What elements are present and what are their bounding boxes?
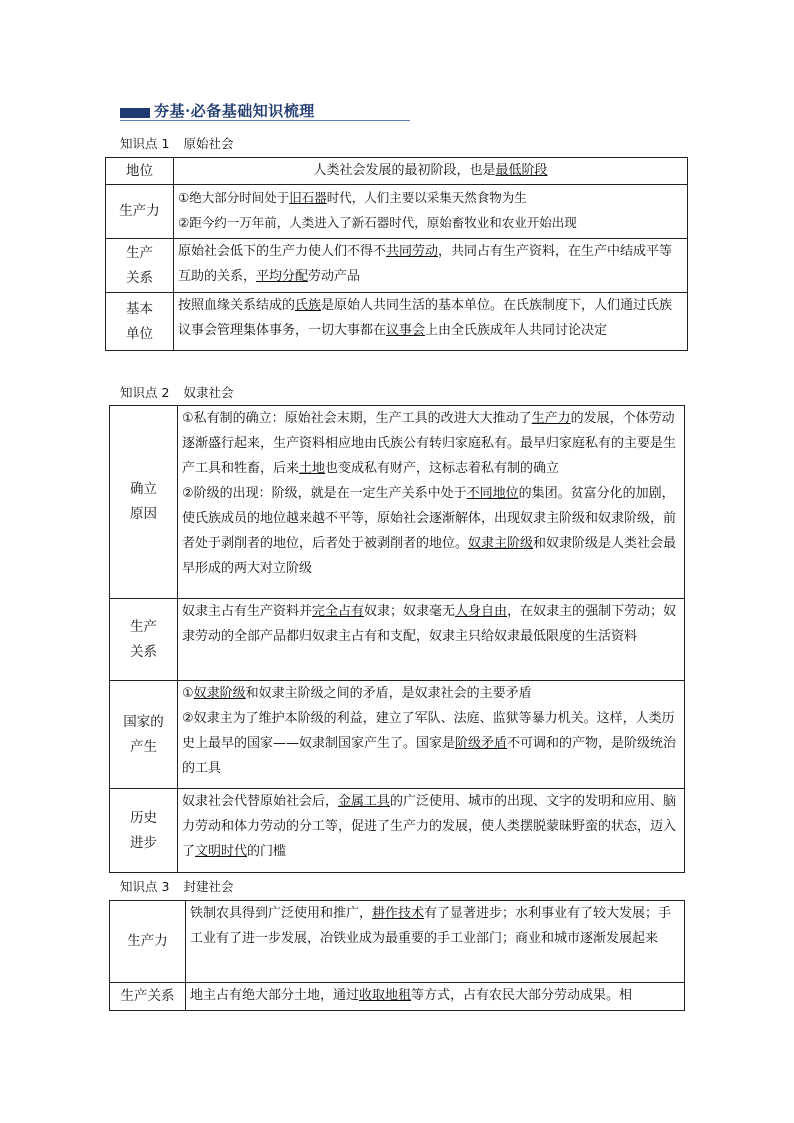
kp3-row-relations <box>110 983 685 1011</box>
section-title: 夯基·必备基础知识梳理 <box>154 102 315 120</box>
kp2-row-state <box>110 681 685 789</box>
banner-underline <box>120 120 410 121</box>
kp2-row-cause <box>110 406 685 599</box>
kp2-row-relations <box>110 599 685 681</box>
row-content: 铁制农具得到广泛使用和推广，耕作技术有了显著进步；水利事业有了较大发展；手工业有了进一步发展，冶铁业成为最重要的手工业部门；商业和城市逐渐发展起来 <box>186 901 685 983</box>
row-label: 生产 关系 <box>110 599 178 681</box>
row-label: 历史 进步 <box>110 789 178 873</box>
kp2-number: 知识点 2 <box>120 385 170 400</box>
section-banner <box>120 100 410 124</box>
row-label: 生产力 <box>106 185 174 239</box>
kp1-row-unit <box>106 293 688 351</box>
row-label: 生产关系 <box>110 983 186 1011</box>
kp2-title: 奴隶社会 <box>183 385 234 400</box>
row-content: ①私有制的确立：原始社会末期，生产工具的改进大大推动了生产力的发展，个体劳动逐渐盛行起来，生产资料相应地由氏族公有转归家庭私有。最早归家庭私有的主要是生产工具和牲畜，后来土地也变成私有财产，这标志着私有制的确立 ②阶级的出现：阶级，就是在一定生产关系中处于不同地位的集团。贫富分化的加剧，使氏族成员的地位越来越不平等，原始社会逐渐解体，出现奴隶主阶级和奴隶阶级，前者处于剥削者的地位，后者处于被剥削者的地位。奴隶主阶级和奴隶阶级是人类社会最早形成的两大对立阶级 <box>178 406 685 599</box>
kp3-table <box>109 900 685 1011</box>
row-content: 原始社会低下的生产力使人们不得不共同劳动，共同占有生产资料，在生产中结成平等互助的关系，平均分配劳动产品 <box>174 239 688 293</box>
kp2-heading <box>120 383 233 401</box>
kp1-table <box>105 157 688 351</box>
kp2-table <box>109 405 685 873</box>
row-content: 按照血缘关系结成的氏族是原始人共同生活的基本单位。在氏族制度下，人们通过氏族议事会管理集体事务，一切大事都在议事会上由全氏族成年人共同讨论决定 <box>174 293 688 351</box>
row-label: 生产力 <box>110 901 186 983</box>
kp3-row-productivity <box>110 901 685 983</box>
kp2-row-progress <box>110 789 685 873</box>
row-content: 奴隶社会代替原始社会后，金属工具的广泛使用、城市的出现、文字的发明和应用、脑力劳动和体力劳动的分工等，促进了生产力的发展，使人类摆脱蒙昧野蛮的状态，迈入了文明时代的门槛 <box>178 789 685 873</box>
row-content: ①绝大部分时间处于旧石器时代，人们主要以采集天然食物为生 ②距今约一万年前，人类进入了新石器时代，原始畜牧业和农业开始出现 <box>174 185 688 239</box>
kp1-row-relations <box>106 239 688 293</box>
kp1-title: 原始社会 <box>183 136 234 151</box>
row-label: 国家的 产生 <box>110 681 178 789</box>
row-label: 地位 <box>106 158 174 185</box>
kp3-title: 封建社会 <box>183 879 234 894</box>
row-content: ①奴隶阶级和奴隶主阶级之间的矛盾，是奴隶社会的主要矛盾 ②奴隶主为了维护本阶级的利益，建立了军队、法庭、监狱等暴力机关。这样，人类历史上最早的国家——奴隶制国家产生了。国家是阶级矛盾不可调和的产物，是阶级统治的工具 <box>178 681 685 789</box>
kp1-row-productivity <box>106 185 688 239</box>
kp3-number: 知识点 3 <box>120 879 170 894</box>
row-label: 基本 单位 <box>106 293 174 351</box>
row-content: 地主占有绝大部分土地，通过收取地租等方式，占有农民大部分劳动成果。相 <box>186 983 685 1011</box>
kp1-heading <box>120 134 233 152</box>
kp1-number: 知识点 1 <box>120 136 170 151</box>
row-content: 人类社会发展的最初阶段，也是最低阶段 <box>174 158 688 185</box>
banner-bar <box>120 108 150 118</box>
kp3-heading <box>120 877 233 895</box>
kp1-row-status <box>106 158 688 185</box>
row-label: 确立 原因 <box>110 406 178 599</box>
row-content: 奴隶主占有生产资料并完全占有奴隶；奴隶毫无人身自由，在奴隶主的强制下劳动；奴隶劳动的全部产品都归奴隶主占有和支配，奴隶主只给奴隶最低限度的生活资料 <box>178 599 685 681</box>
row-label: 生产 关系 <box>106 239 174 293</box>
